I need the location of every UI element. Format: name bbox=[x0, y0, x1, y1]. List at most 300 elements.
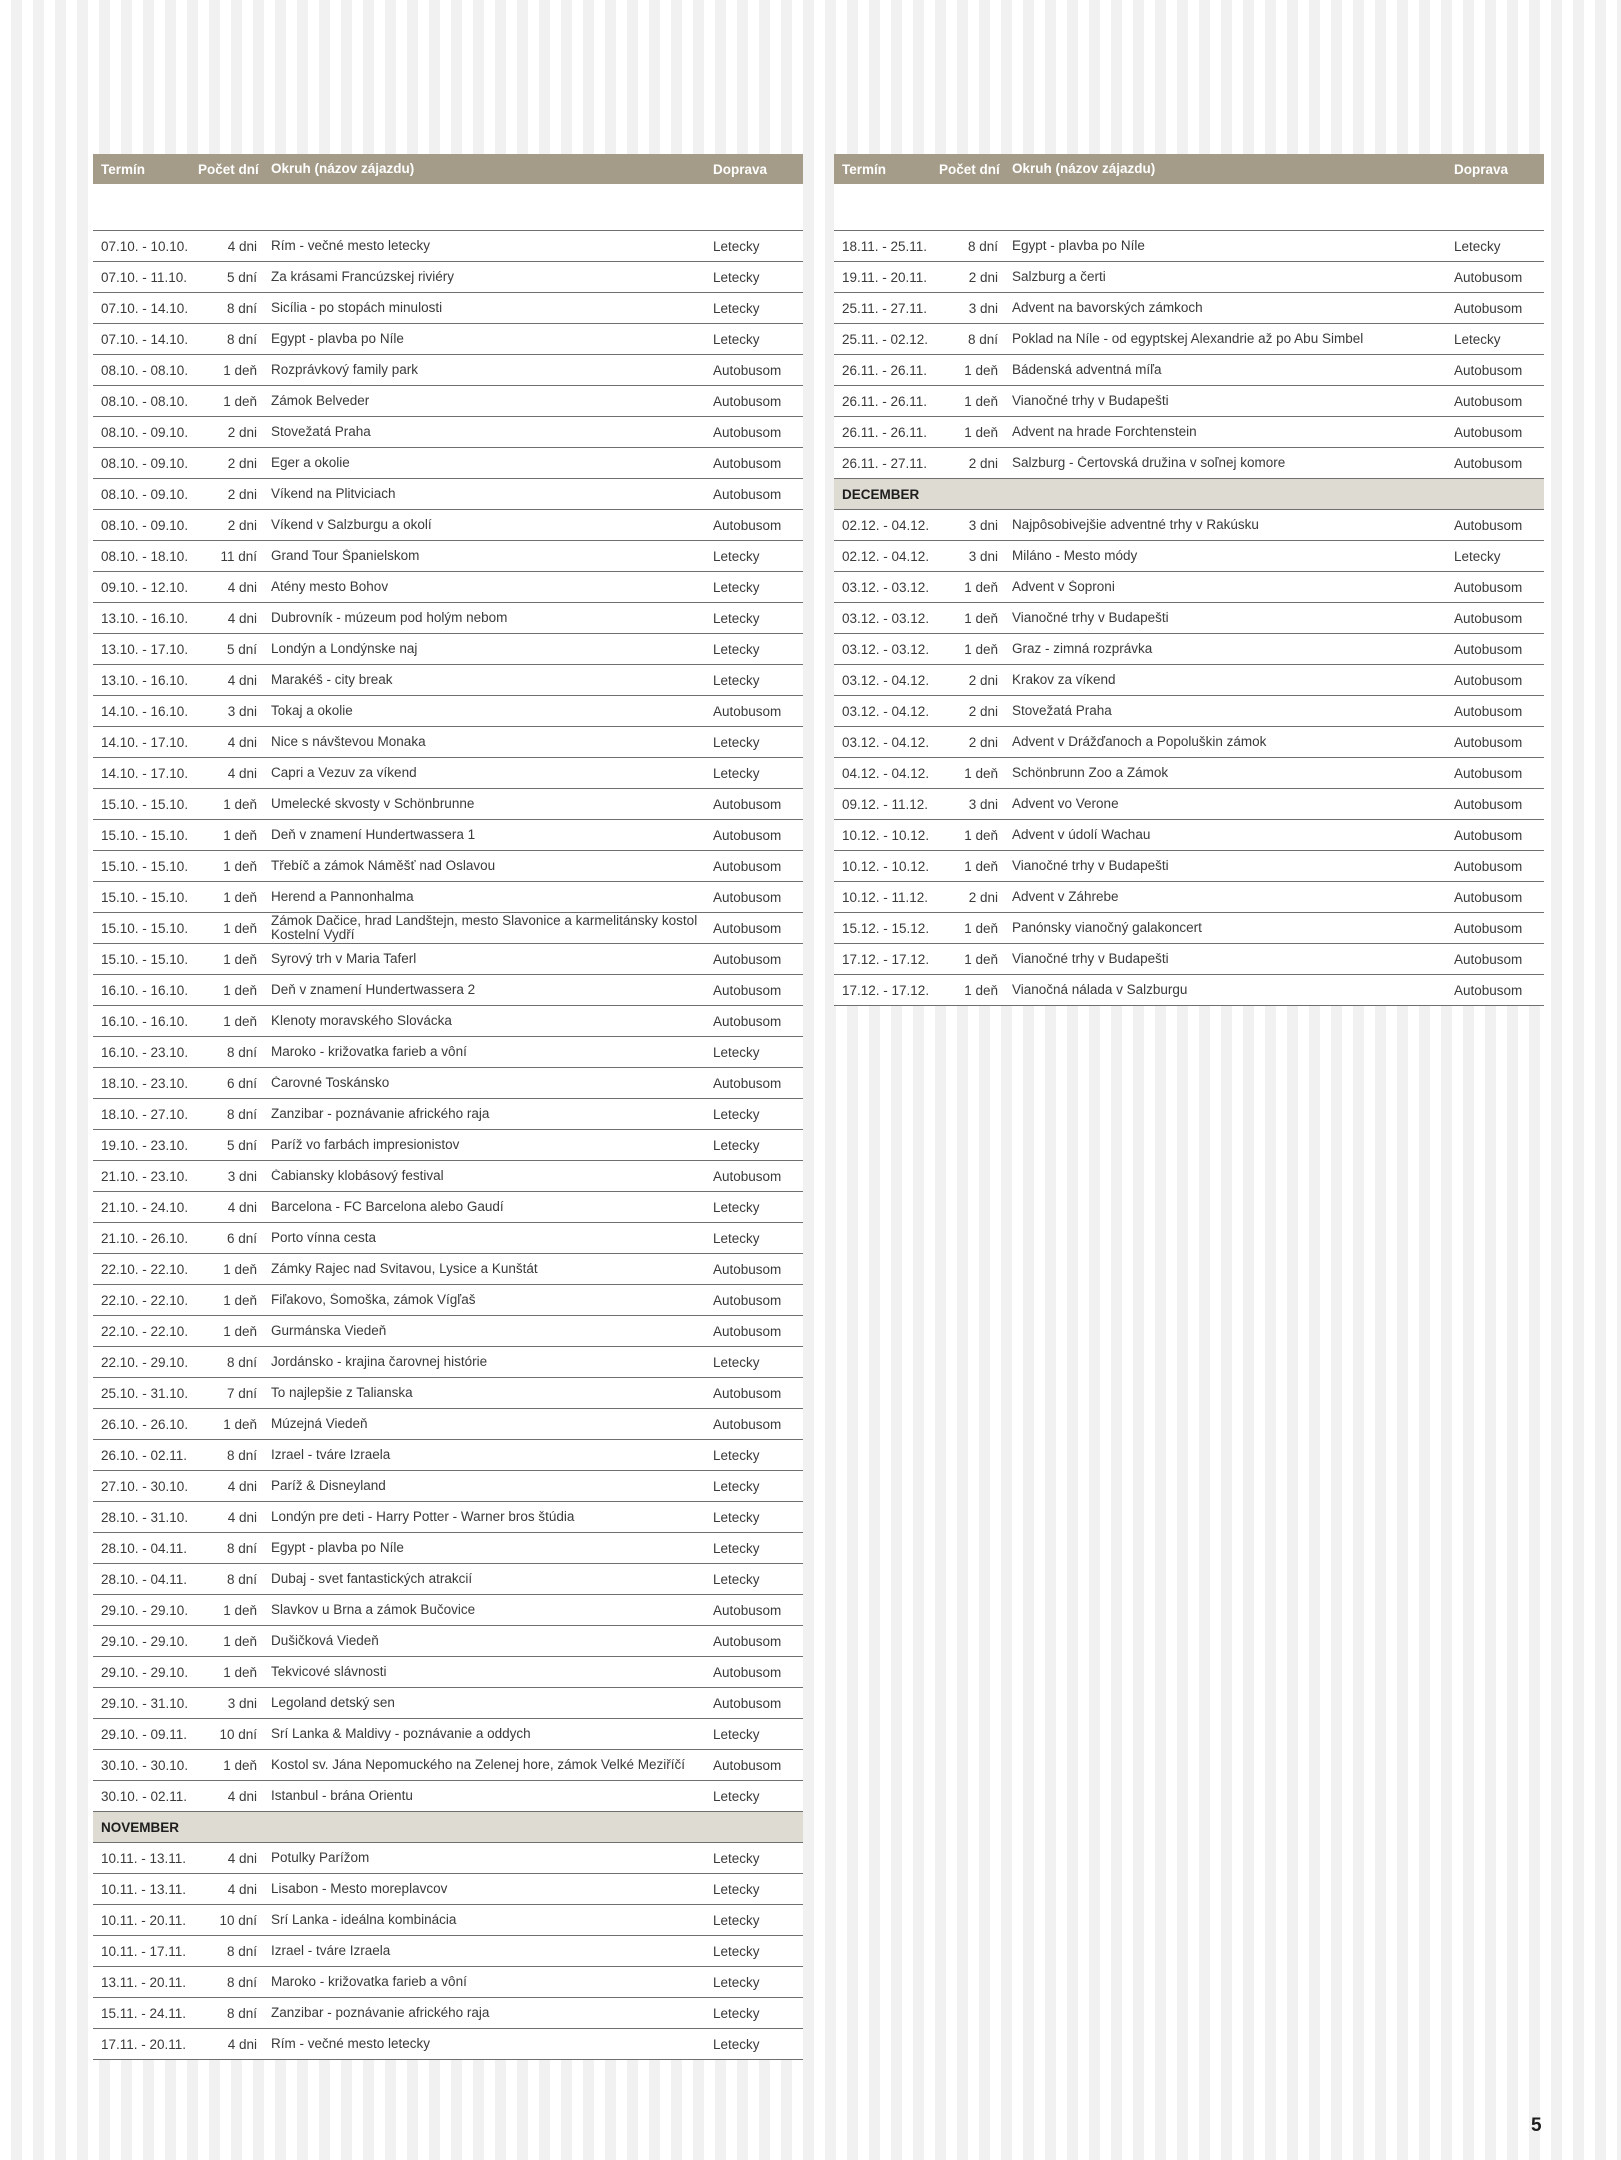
tour-name-cell: Advent v údolí Wachau bbox=[1012, 828, 1151, 842]
table-row bbox=[834, 789, 1544, 820]
tour-name-cell: Dubrovník - múzeum pod holým nebom bbox=[271, 611, 508, 625]
term-cell: 22.10. - 22.10. bbox=[101, 1323, 189, 1339]
table-row bbox=[834, 820, 1544, 851]
term-cell: 15.11. - 24.11. bbox=[101, 2005, 187, 2021]
table-row bbox=[834, 634, 1544, 665]
days-cell: 1 deň bbox=[223, 1261, 257, 1277]
table-row bbox=[834, 262, 1544, 293]
page-number: 5 bbox=[1531, 2115, 1542, 2136]
days-cell: 4 dni bbox=[227, 765, 257, 781]
tour-name-cell: Deň v znamení Hundertwassera 2 bbox=[271, 983, 476, 997]
table-row bbox=[93, 789, 803, 820]
table-row bbox=[834, 882, 1544, 913]
transport-cell: Letecky bbox=[713, 548, 760, 564]
transport-cell: Autobusom bbox=[1454, 455, 1523, 471]
days-cell: 4 dni bbox=[227, 1199, 257, 1215]
term-cell: 19.10. - 23.10. bbox=[101, 1137, 189, 1153]
transport-cell: Autobusom bbox=[713, 1695, 782, 1711]
days-cell: 3 dni bbox=[227, 703, 257, 719]
tour-name-cell: Vianočná nálada v Salzburgu bbox=[1012, 983, 1188, 997]
tour-name-cell: Egypt - plavba po Níle bbox=[271, 332, 404, 346]
tour-name-cell: Maroko - križovatka farieb a vôní bbox=[271, 1045, 467, 1059]
tour-name-cell: Čarovné Toskánsko bbox=[271, 1076, 390, 1090]
days-cell: 8 dní bbox=[226, 1447, 257, 1463]
table-row bbox=[93, 1750, 803, 1781]
term-cell: 16.10. - 16.10. bbox=[101, 982, 189, 998]
transport-cell: Letecky bbox=[713, 765, 760, 781]
term-cell: 13.10. - 17.10. bbox=[101, 641, 189, 657]
transport-cell: Autobusom bbox=[713, 703, 782, 719]
table-row bbox=[93, 510, 803, 541]
tour-name-cell: Za krásami Francúzskej riviéry bbox=[271, 270, 455, 284]
term-cell: 15.10. - 15.10. bbox=[101, 827, 189, 843]
transport-cell: Autobusom bbox=[713, 455, 782, 471]
days-cell: 3 dni bbox=[968, 548, 998, 564]
days-cell: 2 dni bbox=[968, 269, 998, 285]
term-cell: 28.10. - 04.11. bbox=[101, 1540, 188, 1556]
days-cell: 1 deň bbox=[223, 982, 257, 998]
header-transport: Doprava bbox=[713, 161, 768, 177]
month-label: DECEMBER bbox=[842, 486, 920, 502]
tour-name-cell: Syrový trh v Maria Taferl bbox=[271, 952, 417, 966]
days-cell: 2 dni bbox=[968, 455, 998, 471]
table-row bbox=[93, 634, 803, 665]
tour-name-cell: Najpôsobivejšie adventné trhy v Rakúsku bbox=[1012, 518, 1259, 532]
term-cell: 15.10. - 15.10. bbox=[101, 796, 189, 812]
days-cell: 5 dní bbox=[226, 269, 257, 285]
term-cell: 16.10. - 23.10. bbox=[101, 1044, 189, 1060]
table-row bbox=[93, 1471, 803, 1502]
transport-cell: Autobusom bbox=[713, 827, 782, 843]
days-cell: 1 deň bbox=[223, 920, 257, 936]
table-row bbox=[93, 324, 803, 355]
days-cell: 3 dni bbox=[968, 517, 998, 533]
transport-cell: Autobusom bbox=[1454, 796, 1523, 812]
table-header bbox=[93, 154, 803, 184]
days-cell: 4 dni bbox=[227, 238, 257, 254]
term-cell: 08.10. - 09.10. bbox=[101, 424, 189, 440]
tour-name-cell: Capri a Vezuv za víkend bbox=[271, 766, 417, 780]
tour-name-cell: Paríž & Disneyland bbox=[271, 1479, 386, 1493]
term-cell: 13.11. - 20.11. bbox=[101, 1974, 187, 1990]
term-cell: 26.11. - 26.11. bbox=[842, 424, 928, 440]
month-section-row bbox=[93, 1812, 803, 1843]
term-cell: 18.10. - 27.10. bbox=[101, 1106, 189, 1122]
header-tour: Okruh (názov zájazdu) bbox=[271, 162, 415, 176]
table-row bbox=[93, 1223, 803, 1254]
transport-cell: Autobusom bbox=[1454, 424, 1523, 440]
transport-cell: Letecky bbox=[713, 1478, 760, 1494]
transport-cell: Autobusom bbox=[713, 889, 782, 905]
table-row bbox=[93, 727, 803, 758]
term-cell: 03.12. - 04.12. bbox=[842, 734, 930, 750]
tour-name-cell: Dubaj - svet fantastických atrakcií bbox=[271, 1572, 473, 1586]
tour-name-cell: Londýn pre deti - Harry Potter - Warner bros štúdia bbox=[271, 1510, 575, 1524]
days-cell: 1 deň bbox=[223, 362, 257, 378]
tour-name-cell: Istanbul - brána Orientu bbox=[271, 1789, 413, 1803]
tour-name-cell: Deň v znamení Hundertwassera 1 bbox=[271, 828, 476, 842]
transport-cell: Letecky bbox=[713, 1137, 760, 1153]
table-row bbox=[834, 231, 1544, 262]
table-body bbox=[834, 231, 1544, 1006]
tour-name-cell: Potulky Parížom bbox=[271, 1851, 370, 1865]
days-cell: 1 deň bbox=[223, 889, 257, 905]
term-cell: 08.10. - 09.10. bbox=[101, 455, 189, 471]
term-cell: 10.12. - 11.12. bbox=[842, 889, 929, 905]
table-row bbox=[834, 510, 1544, 541]
transport-cell: Autobusom bbox=[1454, 889, 1523, 905]
days-cell: 2 dni bbox=[227, 486, 257, 502]
term-cell: 29.10. - 31.10. bbox=[101, 1695, 189, 1711]
table-row bbox=[93, 820, 803, 851]
table-row bbox=[834, 355, 1544, 386]
term-cell: 29.10. - 09.11. bbox=[101, 1726, 188, 1742]
tour-name-cell: Sicília - po stopách minulosti bbox=[271, 301, 443, 315]
transport-cell: Autobusom bbox=[713, 1633, 782, 1649]
days-cell: 4 dni bbox=[227, 734, 257, 750]
table-row bbox=[834, 541, 1544, 572]
term-cell: 29.10. - 29.10. bbox=[101, 1602, 189, 1618]
table-row bbox=[93, 696, 803, 727]
term-cell: 03.12. - 03.12. bbox=[842, 641, 930, 657]
term-cell: 10.12. - 10.12. bbox=[842, 827, 930, 843]
term-cell: 28.10. - 04.11. bbox=[101, 1571, 188, 1587]
header-term: Termín bbox=[101, 161, 146, 177]
tour-name-cell: Tokaj a okolie bbox=[271, 704, 353, 718]
tour-name-cell: Dušičková Viedeň bbox=[271, 1634, 379, 1648]
tour-name-cell: Atény mesto Bohov bbox=[271, 580, 389, 594]
days-cell: 1 deň bbox=[223, 796, 257, 812]
term-cell: 17.12. - 17.12. bbox=[842, 951, 930, 967]
tour-name-cell: Víkend v Salzburgu a okolí bbox=[271, 518, 432, 532]
days-cell: 4 dni bbox=[227, 672, 257, 688]
table-row bbox=[93, 1843, 803, 1874]
term-cell: 04.12. - 04.12. bbox=[842, 765, 930, 781]
transport-cell: Letecky bbox=[713, 1447, 760, 1463]
transport-cell: Letecky bbox=[713, 331, 760, 347]
tour-name-cell: Gurmánska Viedeň bbox=[271, 1324, 387, 1338]
table-row bbox=[93, 1564, 803, 1595]
days-cell: 1 deň bbox=[223, 1292, 257, 1308]
days-cell: 1 deň bbox=[223, 827, 257, 843]
table-row bbox=[93, 1130, 803, 1161]
days-cell: 2 dni bbox=[227, 424, 257, 440]
term-cell: 03.12. - 03.12. bbox=[842, 579, 930, 595]
table-row bbox=[93, 1998, 803, 2029]
table-row bbox=[93, 1347, 803, 1378]
transport-cell: Autobusom bbox=[713, 1075, 782, 1091]
days-cell: 6 dní bbox=[226, 1075, 257, 1091]
days-cell: 1 deň bbox=[223, 858, 257, 874]
table-row bbox=[834, 944, 1544, 975]
days-cell: 8 dní bbox=[226, 1571, 257, 1587]
transport-cell: Letecky bbox=[713, 300, 760, 316]
header-spacer bbox=[93, 184, 803, 231]
tour-name-cell: Londýn a Londýnske naj bbox=[271, 642, 418, 656]
tour-name-cell: Egypt - plavba po Níle bbox=[271, 1541, 404, 1555]
days-cell: 4 dni bbox=[227, 1509, 257, 1525]
days-cell: 2 dni bbox=[968, 734, 998, 750]
table-row bbox=[93, 355, 803, 386]
tour-name-cell: Krakov za víkend bbox=[1012, 673, 1116, 687]
days-cell: 1 deň bbox=[964, 765, 998, 781]
days-cell: 4 dni bbox=[227, 2036, 257, 2052]
term-cell: 02.12. - 04.12. bbox=[842, 548, 930, 564]
term-cell: 13.10. - 16.10. bbox=[101, 610, 189, 626]
table-row bbox=[93, 1781, 803, 1812]
term-cell: 09.10. - 12.10. bbox=[101, 579, 189, 595]
days-cell: 5 dní bbox=[226, 641, 257, 657]
tour-name-cell: To najlepšie z Talianska bbox=[271, 1386, 413, 1400]
term-cell: 16.10. - 16.10. bbox=[101, 1013, 189, 1029]
table-row bbox=[93, 572, 803, 603]
tour-name-cell: Stovežatá Praha bbox=[1012, 704, 1112, 718]
transport-cell: Autobusom bbox=[713, 1602, 782, 1618]
days-cell: 1 deň bbox=[223, 1323, 257, 1339]
days-cell: 8 dní bbox=[226, 331, 257, 347]
tour-name-cell: Vianočné trhy v Budapešti bbox=[1012, 859, 1169, 873]
days-cell: 8 dní bbox=[226, 1943, 257, 1959]
table-row bbox=[93, 851, 803, 882]
transport-cell: Letecky bbox=[713, 1912, 760, 1928]
tour-name-cell: Barcelona - FC Barcelona alebo Gaudí bbox=[271, 1200, 504, 1214]
term-cell: 21.10. - 24.10. bbox=[101, 1199, 189, 1215]
table-row bbox=[93, 1006, 803, 1037]
table-row bbox=[93, 1409, 803, 1440]
transport-cell: Autobusom bbox=[1454, 734, 1523, 750]
term-cell: 02.12. - 04.12. bbox=[842, 517, 930, 533]
table-row bbox=[93, 479, 803, 510]
term-cell: 22.10. - 22.10. bbox=[101, 1292, 189, 1308]
days-cell: 8 dní bbox=[226, 2005, 257, 2021]
transport-cell: Letecky bbox=[713, 610, 760, 626]
days-cell: 1 deň bbox=[223, 951, 257, 967]
table-row bbox=[834, 417, 1544, 448]
table-row bbox=[93, 944, 803, 975]
transport-cell: Letecky bbox=[713, 1881, 760, 1897]
transport-cell: Autobusom bbox=[713, 1261, 782, 1277]
tour-name-cell: Maroko - križovatka farieb a vôní bbox=[271, 1975, 467, 1989]
transport-cell: Letecky bbox=[713, 1509, 760, 1525]
transport-cell: Autobusom bbox=[1454, 703, 1523, 719]
days-cell: 1 deň bbox=[223, 1602, 257, 1618]
table-row bbox=[93, 1688, 803, 1719]
days-cell: 8 dní bbox=[226, 1540, 257, 1556]
tour-name-cell: Stovežatá Praha bbox=[271, 425, 371, 439]
days-cell: 1 deň bbox=[223, 1633, 257, 1649]
transport-cell: Autobusom bbox=[713, 796, 782, 812]
header-tour: Okruh (názov zájazdu) bbox=[1012, 162, 1156, 176]
transport-cell: Autobusom bbox=[713, 920, 782, 936]
transport-cell: Letecky bbox=[713, 1726, 760, 1742]
tour-name-cell: Egypt - plavba po Níle bbox=[1012, 239, 1145, 253]
days-cell: 2 dni bbox=[227, 455, 257, 471]
days-cell: 1 deň bbox=[964, 982, 998, 998]
term-cell: 07.10. - 14.10. bbox=[101, 300, 189, 316]
tour-name-cell: Marakéš - city break bbox=[271, 673, 393, 687]
transport-cell: Letecky bbox=[713, 1230, 760, 1246]
table-row bbox=[834, 913, 1544, 944]
transport-cell: Autobusom bbox=[713, 858, 782, 874]
term-cell: 26.11. - 26.11. bbox=[842, 393, 928, 409]
transport-cell: Letecky bbox=[713, 1199, 760, 1215]
term-cell: 14.10. - 17.10. bbox=[101, 765, 189, 781]
table-row bbox=[93, 2029, 803, 2060]
term-cell: 29.10. - 29.10. bbox=[101, 1633, 189, 1649]
table-row bbox=[834, 572, 1544, 603]
tour-name-cell: Advent na bavorských zámkoch bbox=[1012, 301, 1203, 315]
table-row bbox=[834, 665, 1544, 696]
days-cell: 4 dni bbox=[227, 1478, 257, 1494]
tour-name-cell: Miláno - Mesto módy bbox=[1012, 549, 1138, 563]
tour-name-cell: Eger a okolie bbox=[271, 456, 350, 470]
month-section-row bbox=[834, 479, 1544, 510]
transport-cell: Letecky bbox=[1454, 548, 1501, 564]
days-cell: 3 dni bbox=[227, 1168, 257, 1184]
term-cell: 26.11. - 27.11. bbox=[842, 455, 928, 471]
tour-name-cell: Múzejná Viedeň bbox=[271, 1417, 368, 1431]
term-cell: 14.10. - 17.10. bbox=[101, 734, 189, 750]
tour-name-cell: Legoland detský sen bbox=[271, 1696, 395, 1710]
term-cell: 17.12. - 17.12. bbox=[842, 982, 930, 998]
term-cell: 18.11. - 25.11. bbox=[842, 238, 928, 254]
days-cell: 11 dní bbox=[220, 548, 257, 564]
table-row bbox=[834, 758, 1544, 789]
table-row bbox=[93, 665, 803, 696]
tour-name-cell: Rím - večné mesto letecky bbox=[271, 239, 431, 253]
tour-table-left bbox=[93, 154, 803, 2060]
tour-name-cell: Kostol sv. Jána Nepomuckého na Zelenej hore, zámok Velké Meziříčí bbox=[271, 1758, 685, 1772]
table-row bbox=[93, 448, 803, 479]
transport-cell: Autobusom bbox=[713, 1323, 782, 1339]
days-cell: 7 dní bbox=[226, 1385, 257, 1401]
transport-cell: Autobusom bbox=[713, 486, 782, 502]
transport-cell: Autobusom bbox=[713, 362, 782, 378]
term-cell: 15.10. - 15.10. bbox=[101, 889, 189, 905]
tour-name-cell: Jordánsko - krajina čarovnej histórie bbox=[271, 1355, 488, 1369]
term-cell: 07.10. - 14.10. bbox=[101, 331, 189, 347]
transport-cell: Letecky bbox=[713, 269, 760, 285]
transport-cell: Letecky bbox=[713, 1540, 760, 1556]
term-cell: 08.10. - 09.10. bbox=[101, 517, 189, 533]
term-cell: 17.11. - 20.11. bbox=[101, 2036, 187, 2052]
term-cell: 15.12. - 15.12. bbox=[842, 920, 930, 936]
transport-cell: Autobusom bbox=[1454, 951, 1523, 967]
term-cell: 18.10. - 23.10. bbox=[101, 1075, 189, 1091]
transport-cell: Letecky bbox=[713, 1943, 760, 1959]
tour-name-cell: Víkend na Plitviciach bbox=[271, 487, 396, 501]
term-cell: 22.10. - 29.10. bbox=[101, 1354, 189, 1370]
days-cell: 1 deň bbox=[964, 579, 998, 595]
tour-name-cell: Čabiansky klobásový festival bbox=[271, 1169, 444, 1183]
transport-cell: Letecky bbox=[713, 2005, 760, 2021]
transport-cell: Letecky bbox=[713, 1974, 760, 1990]
days-cell: 2 dni bbox=[968, 889, 998, 905]
term-cell: 30.10. - 02.11. bbox=[101, 1788, 188, 1804]
transport-cell: Autobusom bbox=[713, 393, 782, 409]
transport-cell: Autobusom bbox=[713, 1385, 782, 1401]
tour-name-cell: Panónsky vianočný galakoncert bbox=[1012, 921, 1202, 935]
transport-cell: Letecky bbox=[713, 734, 760, 750]
days-cell: 5 dní bbox=[226, 1137, 257, 1153]
transport-cell: Autobusom bbox=[1454, 610, 1523, 626]
table-row bbox=[93, 1533, 803, 1564]
table-row bbox=[93, 882, 803, 913]
term-cell: 07.10. - 11.10. bbox=[101, 269, 188, 285]
term-cell: 08.10. - 08.10. bbox=[101, 362, 189, 378]
transport-cell: Autobusom bbox=[713, 1168, 782, 1184]
term-cell: 03.12. - 03.12. bbox=[842, 610, 930, 626]
tour-name-cell: Vianočné trhy v Budapešti bbox=[1012, 611, 1169, 625]
term-cell: 21.10. - 23.10. bbox=[101, 1168, 189, 1184]
term-cell: 10.12. - 10.12. bbox=[842, 858, 930, 874]
table-row bbox=[93, 231, 803, 262]
tour-name-cell: Umelecké skvosty v Schönbrunne bbox=[271, 797, 475, 811]
table-row bbox=[834, 851, 1544, 882]
table-row bbox=[93, 1502, 803, 1533]
transport-cell: Autobusom bbox=[1454, 765, 1523, 781]
days-cell: 4 dni bbox=[227, 1850, 257, 1866]
transport-cell: Autobusom bbox=[1454, 827, 1523, 843]
term-cell: 10.11. - 17.11. bbox=[101, 1943, 187, 1959]
transport-cell: Letecky bbox=[713, 238, 760, 254]
transport-cell: Autobusom bbox=[713, 1013, 782, 1029]
term-cell: 07.10. - 10.10. bbox=[101, 238, 189, 254]
header-spacer bbox=[834, 184, 1544, 231]
days-cell: 8 dní bbox=[967, 331, 998, 347]
table-row bbox=[93, 1626, 803, 1657]
table-row bbox=[93, 1378, 803, 1409]
tour-name-cell: Srí Lanka & Maldivy - poznávanie a oddych bbox=[271, 1727, 531, 1741]
days-cell: 1 deň bbox=[964, 362, 998, 378]
tour-name-cell: Rím - večné mesto letecky bbox=[271, 2037, 431, 2051]
term-cell: 25.11. - 27.11. bbox=[842, 300, 928, 316]
term-cell: 03.12. - 04.12. bbox=[842, 703, 930, 719]
transport-cell: Autobusom bbox=[713, 1664, 782, 1680]
term-cell: 27.10. - 30.10. bbox=[101, 1478, 189, 1494]
table-row bbox=[93, 758, 803, 789]
tour-name-cell: Srí Lanka - ideálna kombinácia bbox=[271, 1913, 457, 1927]
tour-name-cell: Zámok Belveder bbox=[271, 394, 370, 408]
days-cell: 1 deň bbox=[964, 610, 998, 626]
tour-name-cell: Porto vínna cesta bbox=[271, 1231, 377, 1245]
transport-cell: Letecky bbox=[713, 1850, 760, 1866]
transport-cell: Autobusom bbox=[1454, 393, 1523, 409]
table-header bbox=[834, 154, 1544, 184]
term-cell: 26.10. - 26.10. bbox=[101, 1416, 189, 1432]
days-cell: 2 dni bbox=[968, 672, 998, 688]
table-row bbox=[93, 262, 803, 293]
tour-name-cell: Izrael - tváre Izraela bbox=[271, 1448, 391, 1462]
days-cell: 1 deň bbox=[964, 951, 998, 967]
term-cell: 29.10. - 29.10. bbox=[101, 1664, 189, 1680]
tour-name-cell: Zanzibar - poznávanie afrického raja bbox=[271, 1107, 490, 1121]
term-cell: 14.10. - 16.10. bbox=[101, 703, 189, 719]
table-row bbox=[834, 448, 1544, 479]
table-row bbox=[834, 324, 1544, 355]
days-cell: 3 dni bbox=[968, 796, 998, 812]
month-label: NOVEMBER bbox=[101, 1819, 180, 1835]
tour-name-cell: Zanzibar - poznávanie afrického raja bbox=[271, 2006, 490, 2020]
tour-name-cell: Klenoty moravského Slovácka bbox=[271, 1014, 452, 1028]
table-row bbox=[93, 975, 803, 1006]
transport-cell: Autobusom bbox=[1454, 641, 1523, 657]
header-days: Počet dní bbox=[939, 161, 1000, 177]
term-cell: 10.11. - 13.11. bbox=[101, 1850, 187, 1866]
table-row bbox=[93, 1316, 803, 1347]
transport-cell: Autobusom bbox=[713, 424, 782, 440]
header-transport: Doprava bbox=[1454, 161, 1509, 177]
